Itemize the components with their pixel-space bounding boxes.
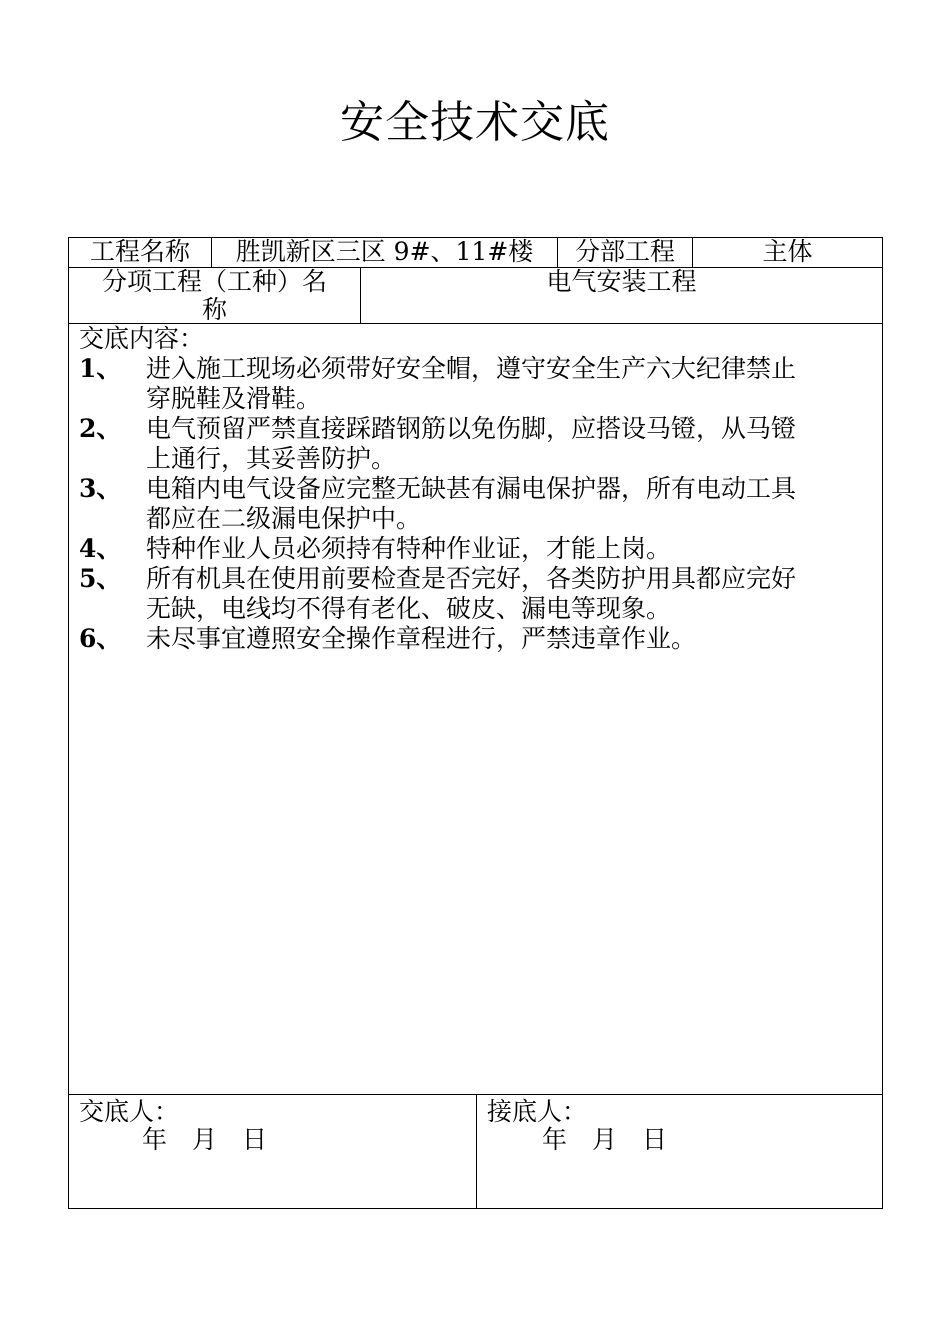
item-text: 电气预留严禁直接踩踏钢筋以免伤脚，应搭设马镫，从马镫 xyxy=(146,414,797,443)
list-item xyxy=(79,624,874,654)
item-number: 6、 xyxy=(79,624,122,653)
item-number: 5、 xyxy=(79,564,122,593)
division-label: 分部工程 xyxy=(574,237,675,266)
item-text: 进入施工现场必须带好安全帽，遵守安全生产六大纪律禁止 xyxy=(146,354,797,383)
item-text: 无缺，电线均不得有老化、破皮、漏电等现象。 xyxy=(146,594,672,623)
briefing-content xyxy=(79,324,874,654)
list-item xyxy=(79,414,874,474)
list-item xyxy=(79,354,874,414)
receiver-label: 接底人： xyxy=(487,1097,588,1126)
giver-date: 年 月 日 xyxy=(142,1125,268,1154)
item-text: 都应在二级漏电保护中。 xyxy=(146,504,422,533)
item-text: 未尽事宜遵照安全操作章程进行，严禁违章作业。 xyxy=(146,624,697,653)
item-number: 3、 xyxy=(79,474,122,503)
giver-label: 交底人： xyxy=(79,1097,180,1126)
subitem-label-line1: 分项工程（工种）名 xyxy=(101,267,327,296)
subitem-label-line2: 称 xyxy=(201,295,227,324)
document-title: 安全技术交底 xyxy=(340,97,610,148)
item-text: 所有机具在使用前要检查是否完好，各类防护用具都应完好 xyxy=(146,564,797,593)
list-item xyxy=(79,564,874,624)
project-name-label: 工程名称 xyxy=(89,237,190,266)
division-value: 主体 xyxy=(762,237,813,266)
list-item xyxy=(79,534,874,564)
receiver-date: 年 月 日 xyxy=(542,1125,668,1154)
item-text: 电箱内电气设备应完整无缺甚有漏电保护器，所有电动工具 xyxy=(146,474,797,503)
item-text: 穿脱鞋及滑鞋。 xyxy=(146,384,322,413)
item-text: 特种作业人员必须持有特种作业证，才能上岗。 xyxy=(146,534,672,563)
item-number: 1、 xyxy=(79,354,122,383)
project-name-value: 胜凯新区三区 9#、11#楼 xyxy=(235,237,534,266)
subitem-value: 电气安装工程 xyxy=(546,267,697,296)
list-item xyxy=(79,474,874,534)
content-heading: 交底内容： xyxy=(79,324,205,353)
subitem-label xyxy=(69,268,360,324)
item-text: 上通行，其妥善防护。 xyxy=(146,444,397,473)
item-number: 2、 xyxy=(79,414,122,443)
item-number: 4、 xyxy=(79,534,122,563)
